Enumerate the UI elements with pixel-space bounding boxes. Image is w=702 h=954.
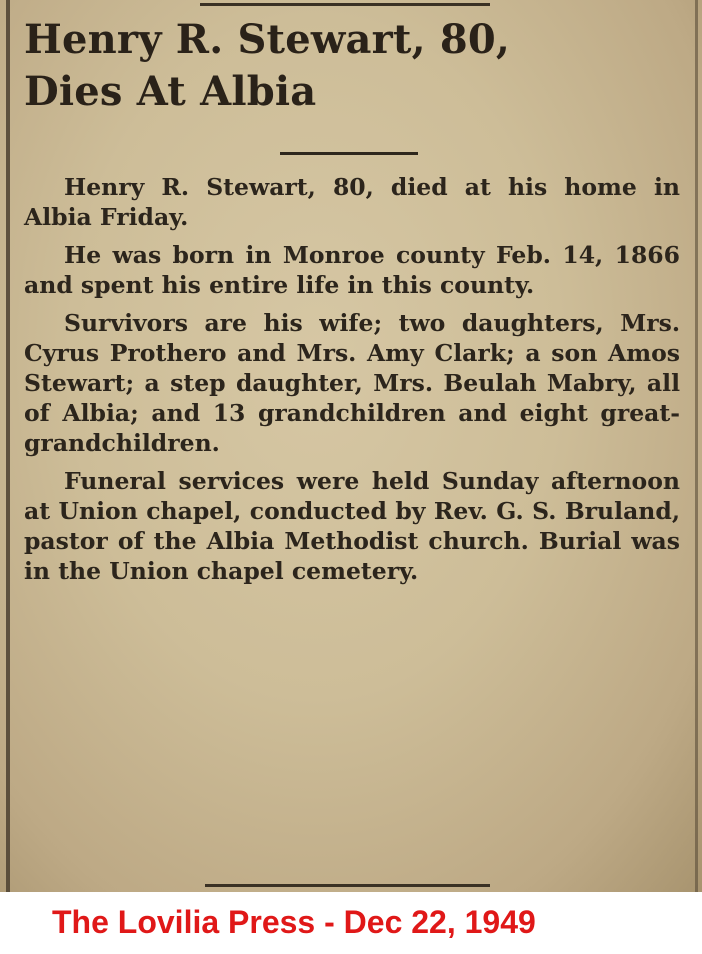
- headline-line-2: Dies At Albia: [24, 68, 317, 115]
- source-caption: [0, 892, 702, 954]
- headline: [24, 14, 684, 118]
- headline-line-1: Henry R. Stewart, 80,: [24, 16, 511, 63]
- top-divider: [200, 3, 490, 6]
- caption-text: The Lovilia Press - Dec 22, 1949: [52, 904, 536, 940]
- paragraph-birth: He was born in Monroe county Feb. 14, 1866 and spent his entire life in this county.: [24, 241, 680, 299]
- paragraph-funeral: Funeral services were held Sunday afternoon at Union chapel, conducted by Rev. G. S. Bruland, pastor of the Albia Methodist church. Burial was in the Union chapel cemetery.: [24, 467, 680, 585]
- paragraph-death-notice: Henry R. Stewart, 80, died at his home in Albia Friday.: [24, 173, 680, 231]
- column-rule-right: [695, 0, 698, 892]
- article-body: [24, 172, 680, 594]
- bottom-divider: [205, 884, 490, 887]
- paragraph-survivors: Survivors are his wife; two daughters, Mrs. Cyrus Prothero and Mrs. Amy Clark; a son Amos Stewart; a step daughter, Mrs. Beulah Mabry, all of Albia; and 13 grandchildren and eight great-grandchildren.: [24, 309, 680, 457]
- column-rule-left: [6, 0, 10, 892]
- headline-divider: [280, 152, 418, 155]
